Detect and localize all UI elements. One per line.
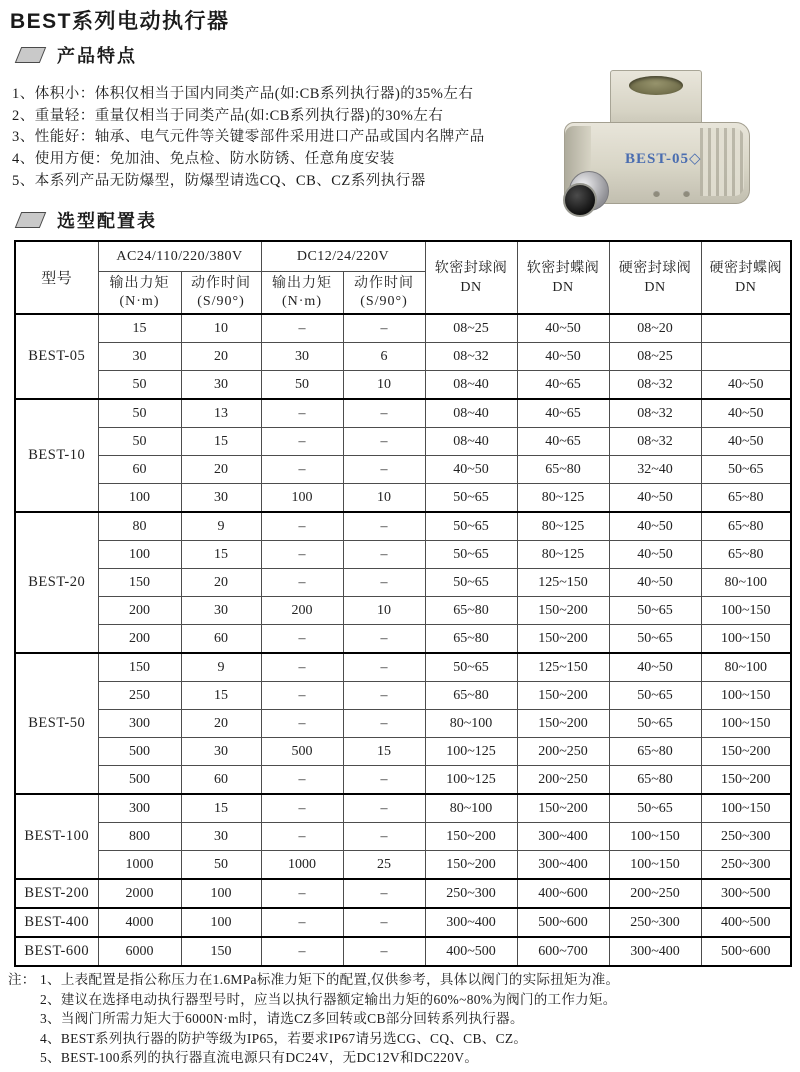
value-cell: 150~200: [701, 766, 791, 795]
value-cell: 40~50: [701, 371, 791, 400]
value-cell: 100: [181, 908, 261, 937]
value-cell: 500~600: [517, 908, 609, 937]
table-row: [15, 541, 791, 569]
value-cell: 50~65: [609, 682, 701, 710]
value-cell: 500: [261, 738, 343, 766]
value-cell: 100~150: [701, 794, 791, 823]
value-cell: 80: [98, 512, 181, 541]
actuator-shaft-hole: [629, 76, 683, 95]
value-cell: 200~250: [517, 766, 609, 795]
actuator-body: [564, 122, 750, 204]
table-row: [15, 823, 791, 851]
value-cell: –: [261, 512, 343, 541]
value-cell: 08~20: [609, 314, 701, 343]
value-cell: 200: [98, 625, 181, 654]
valve-column-header: 硬密封球阀 DN: [609, 241, 701, 314]
value-cell: 10: [343, 371, 425, 400]
value-cell: 08~32: [609, 428, 701, 456]
note-line: [8, 1048, 619, 1068]
value-cell: –: [343, 456, 425, 484]
value-cell: 100: [98, 484, 181, 513]
value-cell: –: [343, 766, 425, 795]
table-row: [15, 569, 791, 597]
value-cell: 40~50: [609, 484, 701, 513]
note-text: 4、BEST系列执行器的防护等级为IP65，若要求IP67请另选CG、CQ、CB、CZ。: [40, 1030, 528, 1046]
value-cell: 40~50: [609, 541, 701, 569]
value-cell: –: [261, 908, 343, 937]
value-cell: –: [343, 541, 425, 569]
feature-item: 1、体积小：体积仅相当于国内同类产品(如:CB系列执行器)的35%左右: [12, 86, 474, 102]
value-cell: 40~50: [425, 456, 517, 484]
feature-item: 3、性能好：轴承、电气元件等关键零部件采用进口产品或国内名牌产品: [12, 129, 485, 146]
value-cell: 250~300: [701, 823, 791, 851]
value-cell: 800: [98, 823, 181, 851]
table-row: [15, 879, 791, 908]
value-cell: –: [261, 625, 343, 654]
table-row: [15, 512, 791, 541]
value-cell: –: [261, 541, 343, 569]
value-cell: –: [343, 569, 425, 597]
value-cell: –: [343, 710, 425, 738]
value-cell: 300~500: [701, 879, 791, 908]
value-cell: 60: [181, 766, 261, 795]
value-cell: –: [343, 794, 425, 823]
value-cell: 4000: [98, 908, 181, 937]
value-cell: –: [343, 682, 425, 710]
value-cell: 300~400: [517, 851, 609, 880]
value-cell: 50~65: [701, 456, 791, 484]
value-cell: 200: [261, 597, 343, 625]
value-cell: 150~200: [517, 597, 609, 625]
value-cell: 40~50: [609, 653, 701, 682]
value-cell: 80~125: [517, 512, 609, 541]
value-cell: 15: [181, 541, 261, 569]
value-cell: 9: [181, 512, 261, 541]
value-cell: 25: [343, 851, 425, 880]
value-cell: 150: [98, 653, 181, 682]
value-cell: –: [261, 653, 343, 682]
value-cell: 65~80: [609, 738, 701, 766]
note-text: 1、上表配置是指公称压力在1.6MPa标准力矩下的配置,仅供参考，具体以阀门的实际扭矩为准。: [40, 972, 620, 987]
value-cell: 50: [181, 851, 261, 880]
screw-icon: [653, 190, 660, 197]
value-cell: 50~65: [425, 653, 517, 682]
value-cell: 30: [181, 597, 261, 625]
value-cell: 50: [98, 399, 181, 428]
value-cell: 40~65: [517, 428, 609, 456]
value-cell: –: [343, 625, 425, 654]
value-cell: 150: [98, 569, 181, 597]
value-cell: 50~65: [425, 541, 517, 569]
value-cell: 50~65: [425, 512, 517, 541]
value-cell: 15: [343, 738, 425, 766]
table-row: [15, 908, 791, 937]
value-cell: –: [343, 879, 425, 908]
value-cell: –: [261, 399, 343, 428]
value-cell: 250~300: [425, 879, 517, 908]
torque-subheader: 输出力矩 (N·m): [261, 272, 343, 315]
dc-group-header: DC12/24/220V: [261, 241, 425, 272]
notes-prefix: [8, 1009, 40, 1029]
table-row: [15, 937, 791, 966]
note-text: 3、当阀门所需力矩大于6000N·m时，请选CZ多回转或CB部分回转系列执行器。: [40, 1011, 524, 1026]
value-cell: 1000: [261, 851, 343, 880]
torque-subheader: 输出力矩 (N·m): [98, 272, 181, 315]
value-cell: 50~65: [425, 484, 517, 513]
notes-prefix: [8, 990, 40, 1010]
value-cell: [701, 343, 791, 371]
value-cell: –: [343, 823, 425, 851]
value-cell: 40~50: [701, 399, 791, 428]
note-text: 5、BEST-100系列的执行器直流电源只有DC24V，无DC12V和DC220V。: [40, 1050, 479, 1065]
value-cell: 150: [181, 937, 261, 966]
value-cell: 40~50: [517, 314, 609, 343]
value-cell: –: [343, 428, 425, 456]
notes-prefix: [8, 1048, 40, 1068]
value-cell: –: [343, 908, 425, 937]
value-cell: 125~150: [517, 569, 609, 597]
value-cell: 80~100: [701, 569, 791, 597]
value-cell: 400~600: [517, 879, 609, 908]
value-cell: 08~40: [425, 371, 517, 400]
value-cell: 40~65: [517, 399, 609, 428]
value-cell: 08~32: [609, 371, 701, 400]
value-cell: 10: [343, 597, 425, 625]
value-cell: 65~80: [425, 597, 517, 625]
value-cell: 60: [181, 625, 261, 654]
value-cell: 50: [98, 428, 181, 456]
feature-item: 2、重量轻：重量仅相当于同类产品(如:CB系列执行器)的30%左右: [12, 107, 444, 124]
value-cell: 65~80: [425, 682, 517, 710]
time-subheader: 动作时间 (S/90°): [343, 272, 425, 315]
value-cell: 40~50: [701, 428, 791, 456]
value-cell: 15: [98, 314, 181, 343]
value-cell: 50~65: [609, 597, 701, 625]
feature-item: 5、本系列产品无防爆型，防爆型请选CQ、CB、CZ系列执行器: [12, 172, 426, 189]
value-cell: 150~200: [425, 823, 517, 851]
value-cell: 15: [181, 682, 261, 710]
value-cell: 150~200: [425, 851, 517, 880]
value-cell: 150~200: [517, 710, 609, 738]
value-cell: 400~500: [425, 937, 517, 966]
value-cell: 15: [181, 794, 261, 823]
value-cell: –: [343, 399, 425, 428]
value-cell: 10: [181, 314, 261, 343]
value-cell: 150~200: [517, 794, 609, 823]
value-cell: 100~125: [425, 738, 517, 766]
value-cell: 50~65: [609, 794, 701, 823]
value-cell: 40~65: [517, 371, 609, 400]
value-cell: 100~150: [609, 851, 701, 880]
valve-column-header: 软密封球阀 DN: [425, 241, 517, 314]
time-subheader: 动作时间 (S/90°): [181, 272, 261, 315]
model-cell: BEST-200: [15, 879, 98, 908]
features-heading: [12, 42, 137, 68]
value-cell: –: [343, 512, 425, 541]
value-cell: –: [261, 766, 343, 795]
value-cell: –: [261, 314, 343, 343]
value-cell: 200: [98, 597, 181, 625]
table-row: [15, 682, 791, 710]
table-row: [15, 484, 791, 513]
actuator-top-cap: [610, 70, 702, 130]
value-cell: 300~400: [517, 823, 609, 851]
value-cell: 10: [343, 484, 425, 513]
value-cell: 65~80: [425, 625, 517, 654]
actuator-cooling-fins: [700, 128, 744, 196]
table-row: [15, 625, 791, 654]
value-cell: 08~32: [609, 399, 701, 428]
value-cell: 15: [181, 428, 261, 456]
feature-list: [12, 84, 485, 192]
notes-prefix: 注：: [8, 972, 36, 987]
value-cell: –: [261, 710, 343, 738]
value-cell: [701, 314, 791, 343]
value-cell: 2000: [98, 879, 181, 908]
value-cell: 9: [181, 653, 261, 682]
model-cell: BEST-50: [15, 653, 98, 794]
value-cell: 80~125: [517, 484, 609, 513]
table-row: [15, 851, 791, 880]
value-cell: 32~40: [609, 456, 701, 484]
value-cell: 200~250: [517, 738, 609, 766]
value-cell: 600~700: [517, 937, 609, 966]
value-cell: –: [261, 794, 343, 823]
ac-group-header: AC24/110/220/380V: [98, 241, 261, 272]
value-cell: 100~150: [701, 597, 791, 625]
value-cell: 40~50: [517, 343, 609, 371]
table-row: [15, 428, 791, 456]
value-cell: 65~80: [701, 512, 791, 541]
actuator-model-label: BEST-05◇: [625, 151, 702, 167]
value-cell: 30: [98, 343, 181, 371]
value-cell: 125~150: [517, 653, 609, 682]
value-cell: 150~200: [517, 625, 609, 654]
value-cell: 100~150: [701, 682, 791, 710]
value-cell: 100~150: [609, 823, 701, 851]
value-cell: –: [343, 937, 425, 966]
value-cell: 300~400: [425, 908, 517, 937]
selection-heading-label: 选型配置表: [57, 211, 157, 231]
table-row: [15, 738, 791, 766]
value-cell: –: [261, 823, 343, 851]
value-cell: 60: [98, 456, 181, 484]
valve-column-header: 硬密封蝶阀 DN: [701, 241, 791, 314]
value-cell: 100: [181, 879, 261, 908]
table-row: [15, 710, 791, 738]
value-cell: 08~32: [425, 343, 517, 371]
value-cell: 30: [181, 371, 261, 400]
value-cell: 250~300: [701, 851, 791, 880]
selection-heading: [12, 207, 157, 233]
value-cell: 08~25: [425, 314, 517, 343]
model-cell: BEST-10: [15, 399, 98, 512]
value-cell: 300: [98, 794, 181, 823]
model-cell: BEST-20: [15, 512, 98, 653]
value-cell: –: [261, 569, 343, 597]
parallelogram-icon: [15, 47, 46, 63]
value-cell: 65~80: [517, 456, 609, 484]
cable-gland-cap: [563, 183, 597, 217]
value-cell: 50~65: [609, 710, 701, 738]
value-cell: 30: [181, 484, 261, 513]
value-cell: 08~40: [425, 428, 517, 456]
value-cell: 80~100: [701, 653, 791, 682]
value-cell: 500~600: [701, 937, 791, 966]
product-photo: [560, 70, 752, 208]
value-cell: –: [261, 682, 343, 710]
value-cell: 300: [98, 710, 181, 738]
notes-prefix: [8, 1029, 40, 1049]
value-cell: 1000: [98, 851, 181, 880]
features-heading-label: 产品特点: [57, 46, 137, 66]
value-cell: –: [261, 456, 343, 484]
table-row: [15, 314, 791, 343]
value-cell: 40~50: [609, 569, 701, 597]
table-row: [15, 371, 791, 400]
note-line: [8, 990, 619, 1010]
value-cell: 20: [181, 456, 261, 484]
value-cell: 100~150: [701, 710, 791, 738]
value-cell: 65~80: [609, 766, 701, 795]
value-cell: 65~80: [701, 541, 791, 569]
value-cell: 20: [181, 710, 261, 738]
value-cell: 150~200: [701, 738, 791, 766]
value-cell: 100: [261, 484, 343, 513]
value-cell: 50: [261, 371, 343, 400]
model-cell: BEST-600: [15, 937, 98, 966]
value-cell: 80~125: [517, 541, 609, 569]
model-column-header: 型号: [15, 241, 98, 314]
model-cell: BEST-100: [15, 794, 98, 879]
notes: [8, 970, 619, 1068]
value-cell: 6: [343, 343, 425, 371]
value-cell: 20: [181, 343, 261, 371]
value-cell: 300~400: [609, 937, 701, 966]
note-line: [8, 1009, 619, 1029]
value-cell: 400~500: [701, 908, 791, 937]
value-cell: 13: [181, 399, 261, 428]
value-cell: 100: [98, 541, 181, 569]
model-cell: BEST-400: [15, 908, 98, 937]
table-row: [15, 653, 791, 682]
table-row: [15, 597, 791, 625]
value-cell: 50~65: [609, 625, 701, 654]
value-cell: 500: [98, 738, 181, 766]
value-cell: 500: [98, 766, 181, 795]
value-cell: 30: [261, 343, 343, 371]
value-cell: –: [343, 314, 425, 343]
value-cell: 100~150: [701, 625, 791, 654]
table-row: [15, 794, 791, 823]
page-title: BEST系列电动执行器: [10, 10, 230, 33]
value-cell: 08~25: [609, 343, 701, 371]
valve-column-header: 软密封蝶阀 DN: [517, 241, 609, 314]
table-row: [15, 399, 791, 428]
value-cell: –: [261, 879, 343, 908]
value-cell: –: [261, 428, 343, 456]
value-cell: 40~50: [609, 512, 701, 541]
value-cell: 65~80: [701, 484, 791, 513]
value-cell: 250~300: [609, 908, 701, 937]
value-cell: 200~250: [609, 879, 701, 908]
value-cell: 30: [181, 738, 261, 766]
value-cell: 100~125: [425, 766, 517, 795]
value-cell: 80~100: [425, 794, 517, 823]
value-cell: 250: [98, 682, 181, 710]
note-text: 2、建议在选择电动执行器型号时，应当以执行器额定输出力矩的60%~80%为阀门的工作力矩。: [40, 991, 617, 1007]
table-row: [15, 343, 791, 371]
value-cell: 30: [181, 823, 261, 851]
value-cell: 08~40: [425, 399, 517, 428]
value-cell: 50: [98, 371, 181, 400]
value-cell: 150~200: [517, 682, 609, 710]
value-cell: 20: [181, 569, 261, 597]
parallelogram-icon: [15, 212, 46, 228]
table-row: [15, 456, 791, 484]
note-line: [8, 970, 619, 990]
note-line: [8, 1029, 619, 1049]
value-cell: 50~65: [425, 569, 517, 597]
screw-icon: [683, 190, 690, 197]
model-cell: BEST-05: [15, 314, 98, 399]
value-cell: 80~100: [425, 710, 517, 738]
feature-item: 4、使用方便：免加油、免点检、防水防锈、任意角度安装: [12, 151, 395, 168]
selection-table: [14, 240, 792, 967]
value-cell: –: [343, 653, 425, 682]
table-row: [15, 766, 791, 795]
value-cell: –: [261, 937, 343, 966]
value-cell: 6000: [98, 937, 181, 966]
